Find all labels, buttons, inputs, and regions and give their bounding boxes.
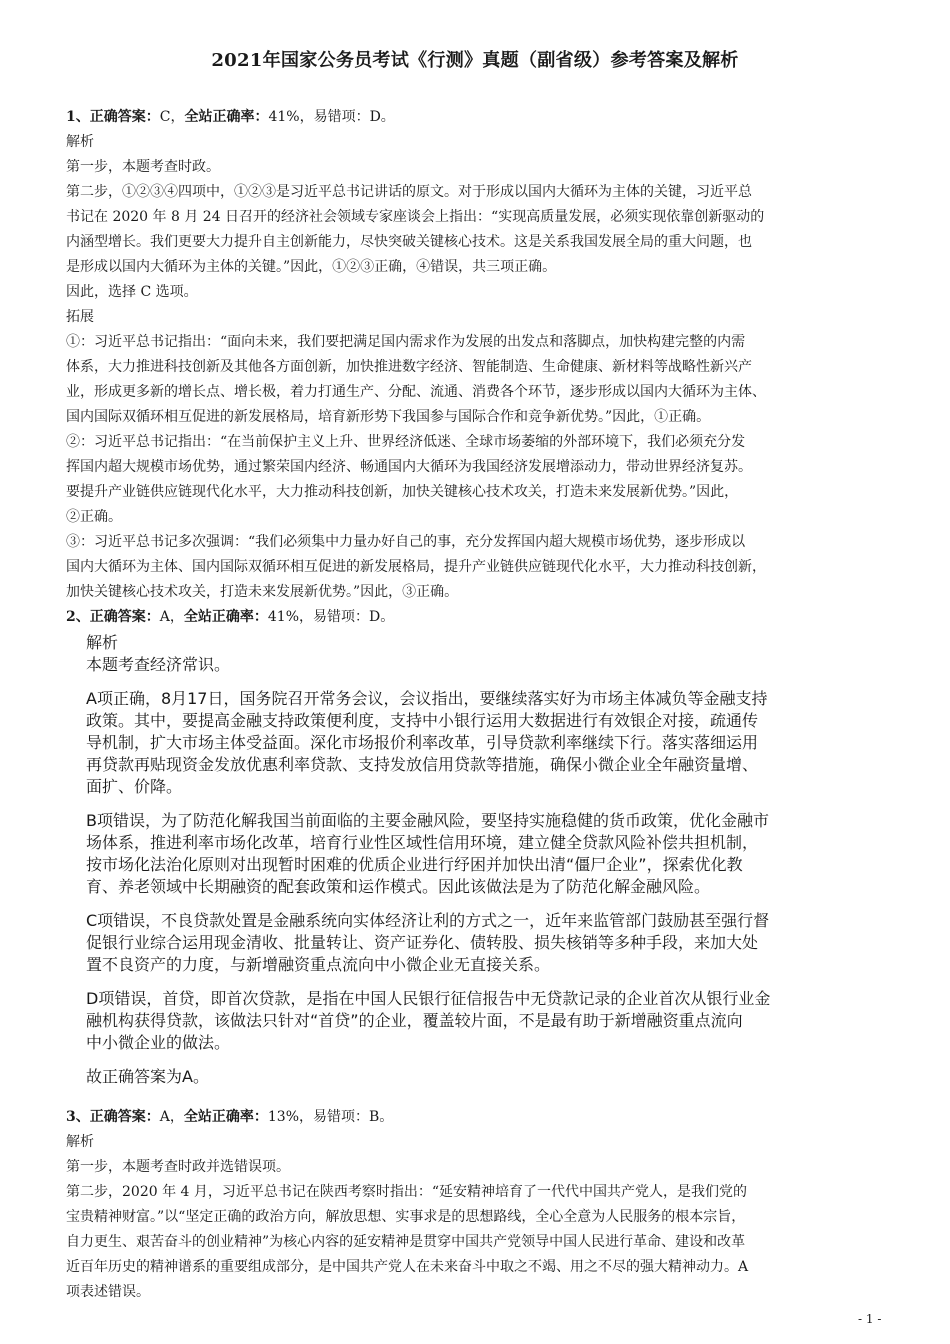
q3-rate-label: 全站正确率： <box>183 1109 268 1125</box>
q2-answer-label: 2、正确答案： <box>66 609 160 625</box>
q2-text-line: 导机制，扩大市场主体受益面。深化市场报价利率改革，引导贷款利率继续下行。落实落细运用 <box>86 733 759 752</box>
q1-text-line: 解析 <box>66 134 94 150</box>
q3-text-line: 解析 <box>66 1134 94 1150</box>
q2-text-line: C项错误，不良贷款处置是金融系统向实体经济让利的方式之一，近年来监管部门鼓励甚至强行督 <box>86 911 770 930</box>
q2-text-line: 故正确答案为A。 <box>86 1067 209 1086</box>
q2-text-line: 面扩、价降。 <box>86 777 183 796</box>
q1-text-line: ③：习近平总书记多次强调：“我们必须集中力量办好自己的事，充分发挥国内超大规模市场优势，逐步形成以 <box>66 534 746 550</box>
q2-text-line: 育、养老领域中长期融资的配套政策和运作模式。因此该做法是为了防范化解金融风险。 <box>86 877 711 896</box>
q1-text-line: 因此，选择 C 选项。 <box>66 284 198 300</box>
q2-text-line: A项正确，8月17日，国务院召开常务会议，会议指出，要继续落实好为市场主体减负等金融支持 <box>86 689 768 708</box>
q2-text-line: 按市场化法治化原则对出现暂时困难的优质企业进行纾困并加快出清“僵尸企业”，探索优化教 <box>86 855 743 874</box>
q1-text-line: 拓展 <box>66 309 94 325</box>
q1-rate: 41%，易错项：D。 <box>268 109 395 125</box>
q2-rate: 41%，易错项：D。 <box>267 609 395 625</box>
q3-rate: 13%，易错项：B。 <box>267 1109 394 1125</box>
q2-text-line: 解析 <box>86 633 119 652</box>
q2-answer: A， <box>159 609 184 625</box>
q3-text-line: 宝贵精神财富。”以“坚定正确的政治方向，解放思想、实事求是的思想路线，全心全意为人民服务的根本宗旨， <box>66 1209 746 1225</box>
q2-text-line: 场体系，推进利率市场化改革，培育行业性区域性信用环境，建立健全贷款风险补偿共担机制， <box>86 833 759 852</box>
q1-rate-label: 全站正确率： <box>184 109 269 125</box>
q1-text-line: 第二步，①②③④四项中，①②③是习近平总书记讲话的原文。对于形成以国内大循环为主体的关键，习近平总 <box>66 184 752 200</box>
q2-text-line: 中小微企业的做法。 <box>86 1033 231 1052</box>
q2-text-line: 置不良资产的力度，与新增融资重点流向中小微企业无直接关系。 <box>86 955 551 974</box>
q3-text-line: 近百年历史的精神谱系的重要组成部分，是中国共产党人在未来奋斗中取之不竭、用之不尽的强大精神动力。A <box>66 1259 749 1275</box>
q2-text-line: D项错误，首贷，即首次贷款，是指在中国人民银行征信报告中无贷款记录的企业首次从银行业金 <box>86 989 771 1008</box>
q1-text-line: ①：习近平总书记指出：“面向未来，我们要把满足国内需求作为发展的出发点和落脚点，加快构建完整的内需 <box>66 334 746 350</box>
q1-text-line: 挥国内超大规模市场优势，通过繁荣国内经济、畅通国内大循环为我国经济发展增添动力，带动世界经济复苏。 <box>66 459 752 475</box>
q2-text-line: 促银行业综合运用现金清收、批量转让、资产证券化、债转股、损失核销等多种手段，来加大处 <box>86 933 759 952</box>
q3-answer-label: 3、正确答案： <box>66 1109 160 1125</box>
q2-answer-line <box>66 606 394 626</box>
q1-answer-label: 1、正确答案： <box>66 109 160 125</box>
q2-text-line: 政策。其中，要提高金融支持政策便利度，支持中小银行运用大数据进行有效银企对接，疏通传 <box>86 711 759 730</box>
q1-text-line: 业，形成更多新的增长点、增长极，着力打通生产、分配、流通、消费各个环节，逐步形成以国内大循环为主体、 <box>66 384 766 400</box>
q2-rate-label: 全站正确率： <box>183 609 268 625</box>
q1-answer: C， <box>159 109 185 125</box>
q1-text-line: 体系，大力推进科技创新及其他各方面创新，加快推进数字经济、智能制造、生命健康、新材料等战略性新兴产 <box>66 359 752 375</box>
q1-text-line: 国内大循环为主体、国内国际双循环相互促进的新发展格局，提升产业链供应链现代化水平，大力推动科技创新， <box>66 559 766 575</box>
q1-text-line: 内涵型增长。我们更要大力提升自主创新能力，尽快突破关键核心技术。这是关系我国发展全局的重大问题，也 <box>66 234 752 250</box>
q3-text-line: 第二步，2020 年 4 月，习近平总书记在陕西考察时指出：“延安精神培育了一代代中国共产党人，是我们党的 <box>66 1184 748 1200</box>
q2-text-line: 再贷款再贴现资金发放优惠利率贷款、支持发放信用贷款等措施，确保小微企业全年融资量增、 <box>86 755 759 774</box>
q3-text-line: 自力更生、艰苦奋斗的创业精神”为核心内容的延安精神是贯穿中国共产党领导中国人民进行革命、建设和改革 <box>66 1234 746 1250</box>
q1-text-line: 加快关键核心技术攻关，打造未来发展新优势。”因此，③正确。 <box>66 584 459 600</box>
q2-text-line: B项错误，为了防范化解我国当前面临的主要金融风险，要坚持实施稳健的货币政策，优化金融市 <box>86 811 769 830</box>
q3-answer-line <box>66 1106 393 1126</box>
q2-text-line: 融机构获得贷款，该做法只针对“首贷”的企业，覆盖较片面，不是最有助于新增融资重点流向 <box>86 1011 743 1030</box>
q1-text-line: 第一步，本题考查时政。 <box>66 159 220 175</box>
q1-text-line: 书记在 2020 年 8 月 24 日召开的经济社会领域专家座谈会上指出：“实现高质量发展，必须实现依靠创新驱动的 <box>66 209 765 225</box>
q1-answer-line <box>66 106 395 126</box>
q3-answer: A， <box>159 1109 184 1125</box>
q3-text-line: 项表述错误。 <box>66 1284 150 1300</box>
q3-text-line: 第一步，本题考查时政并选错误项。 <box>66 1159 290 1175</box>
q2-text-line: 本题考查经济常识。 <box>86 655 231 674</box>
q1-text-line: ②正确。 <box>66 509 122 525</box>
page-title: 2021年国家公务员考试《行测》真题（副省级）参考答案及解析 <box>211 50 739 71</box>
page-number: - 1 - <box>858 1312 882 1326</box>
q1-text-line: 国内国际双循环相互促进的新发展格局，培育新形势下我国参与国际合作和竞争新优势。”因此，①正确。 <box>66 409 711 425</box>
q1-text-line: ②：习近平总书记指出：“在当前保护主义上升、世界经济低迷、全球市场萎缩的外部环境下，我们必须充分发 <box>66 434 746 450</box>
q1-text-line: 是形成以国内大循环为主体的关键。”因此，①②③正确，④错误，共三项正确。 <box>66 259 557 275</box>
q1-text-line: 要提升产业链供应链现代化水平，大力推动科技创新，加快关键核心技术攻关，打造未来发展新优势。”因此， <box>66 484 739 500</box>
